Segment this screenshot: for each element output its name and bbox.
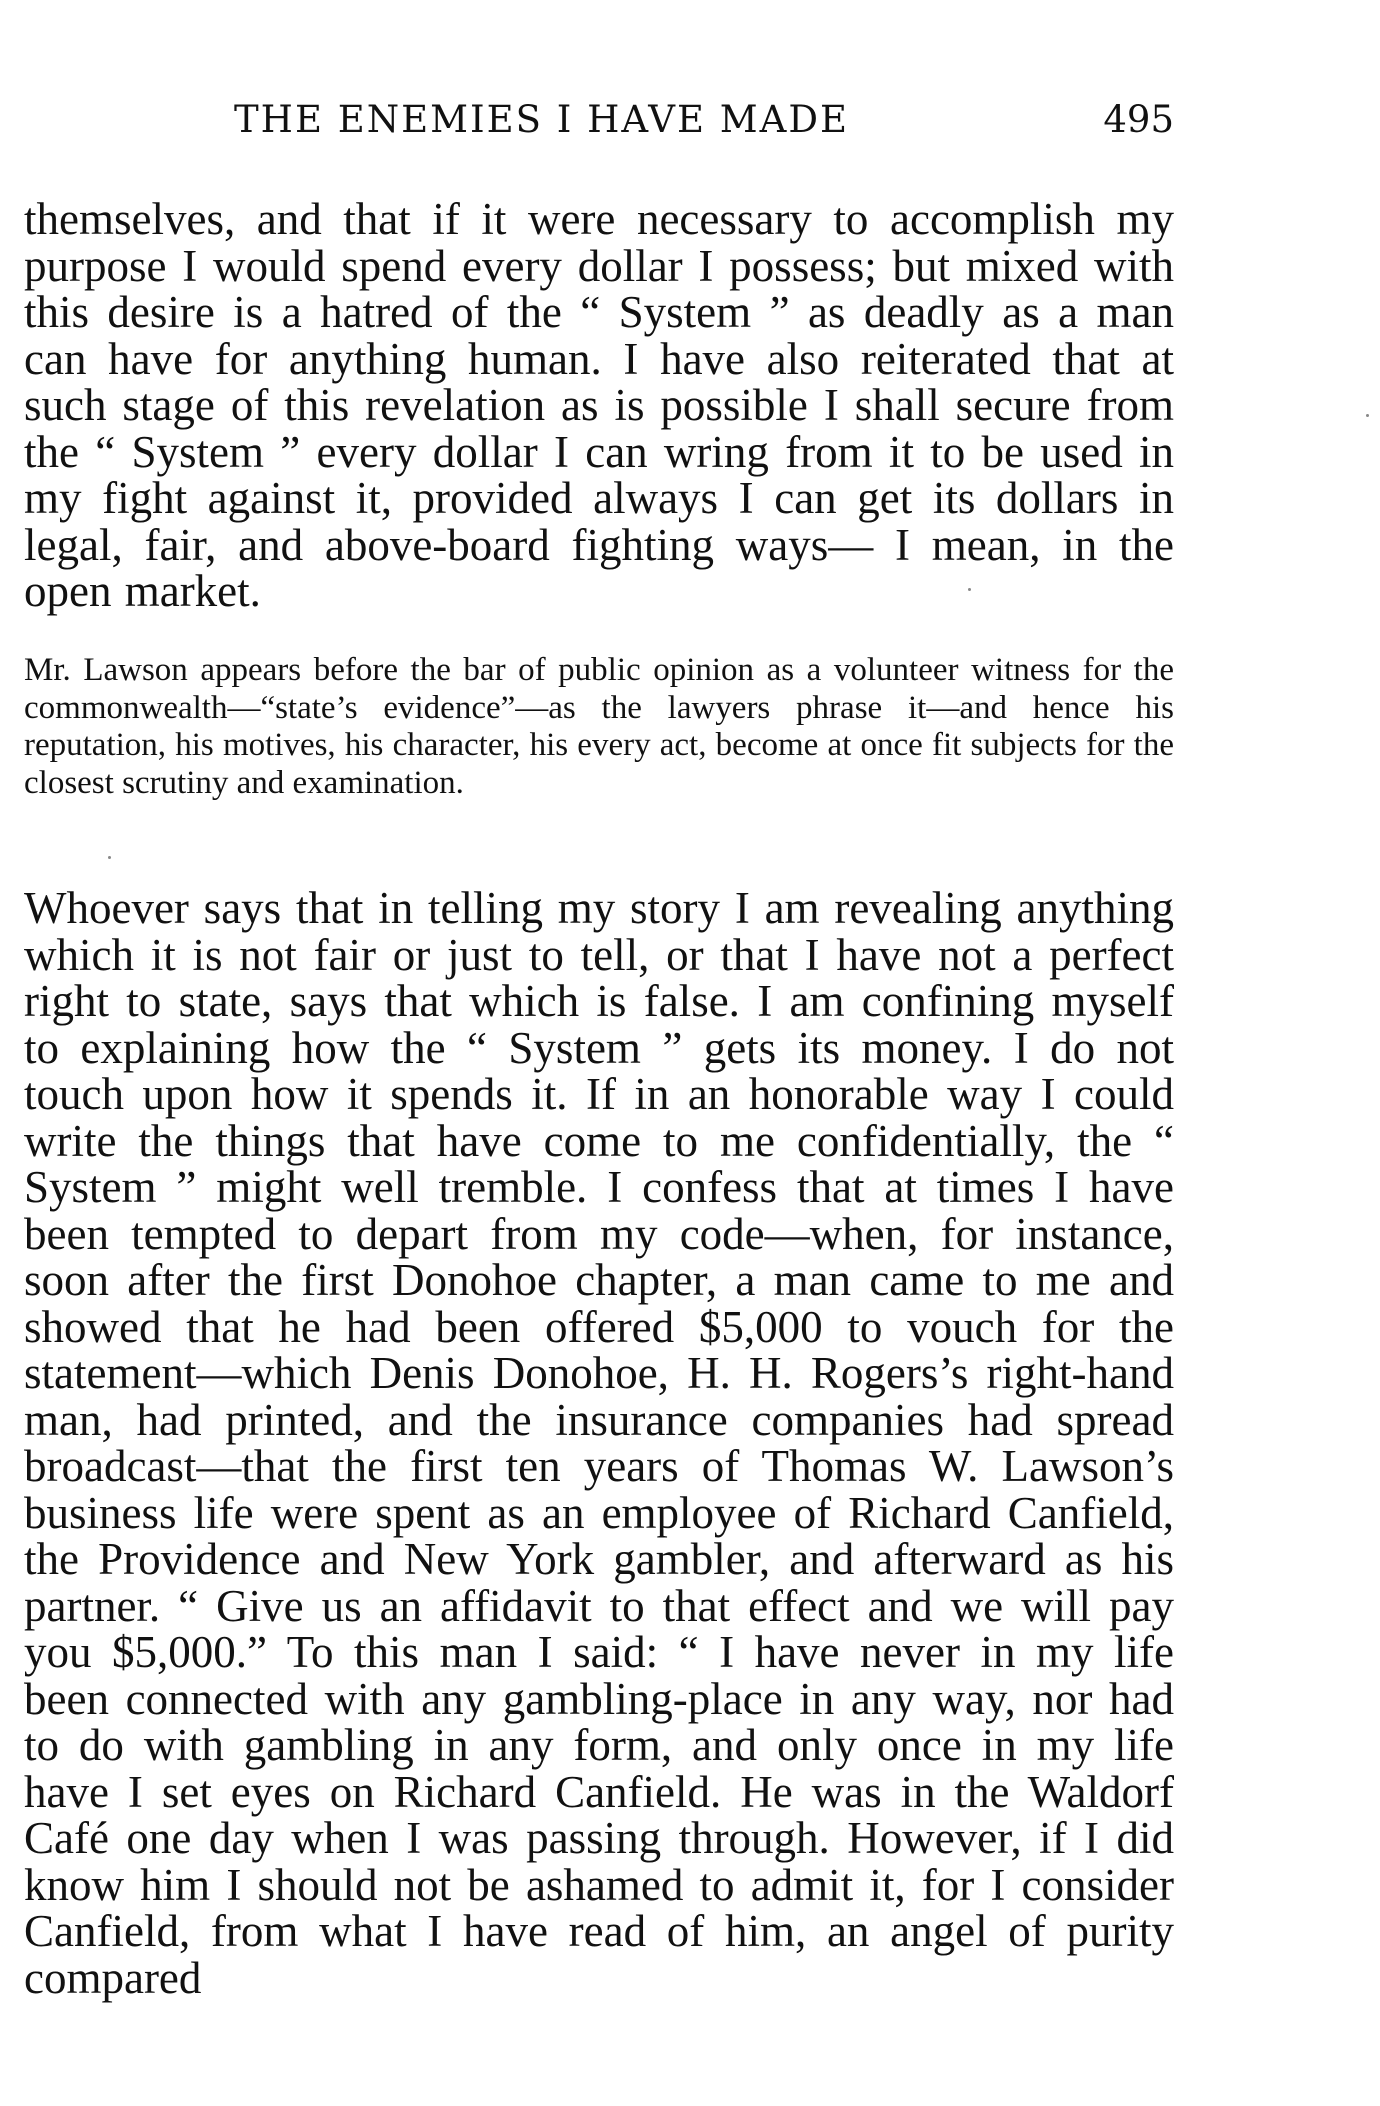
quoted-extract: Mr. Lawson appears before the bar of public opinion as a volunteer witness for the commonwealth—“state’s evidence”—as the lawyers phrase it—and hence his reputation, his motives, his character, his every act, become at once fit subjects for the closest scrutiny and examination. [24, 652, 1174, 801]
print-speck [1366, 414, 1369, 417]
page-number: 495 [1103, 98, 1174, 141]
paragraph-main: Whoever says that in telling my story I am revealing anything which it is not fair or just to tell, or that I have not a perfect right to state, says that which is false. I am confining myself to explaining how the “ System ” gets its money. I do not touch upon how it spends it. If in an honorable way I could write the things that have come to me confidentially, the “ System ” might well tremble. I confess that at times I have been tempted to depart from my code—when, for instance, soon after the first Donohoe chapter, a man came to me and showed that he had been offered $5,000 to vouch for the statement—which Denis Donohoe, H. H. Rogers’s right-hand man, had printed, and the insurance companies had spread broadcast—that the first ten years of Thomas W. Lawson’s business life were spent as an employee of Richard Canfield, the Providence and New York gambler, and afterward as his partner. “ Give us an affidavit to that effect and we will pay you $5,000.” To this man I said: “ I have never in my life been connected with any gambling-place in any way, nor had to do with gambling in any form, and only once in my life have I set eyes on Richard Canfield. He was in the Waldorf Café one day when I was passing through. However, if I did know him I should not be ashamed to admit it, for I consider Canfield, from what I have read of him, an angel of purity compared [24, 883, 1174, 2003]
print-speck [968, 588, 971, 591]
print-speck [108, 856, 111, 859]
paragraph-continuation: themselves, and that if it were necessary to accomplish my purpose I would spend every dollar I possess; but mixed with this desire is a hatred of the “ System ” as deadly as a man can have for anything human. I have also reiterated that at such stage of this revelation as is possible I shall secure from the “ System ” every dollar I can wring from it to be used in my fight against it, provided always I can get its dollars in legal, fair, and above-board fighting ways— I mean, in the open market. [24, 194, 1174, 616]
running-head [24, 98, 1174, 154]
chapter-title: THE ENEMIES I HAVE MADE [234, 98, 850, 141]
